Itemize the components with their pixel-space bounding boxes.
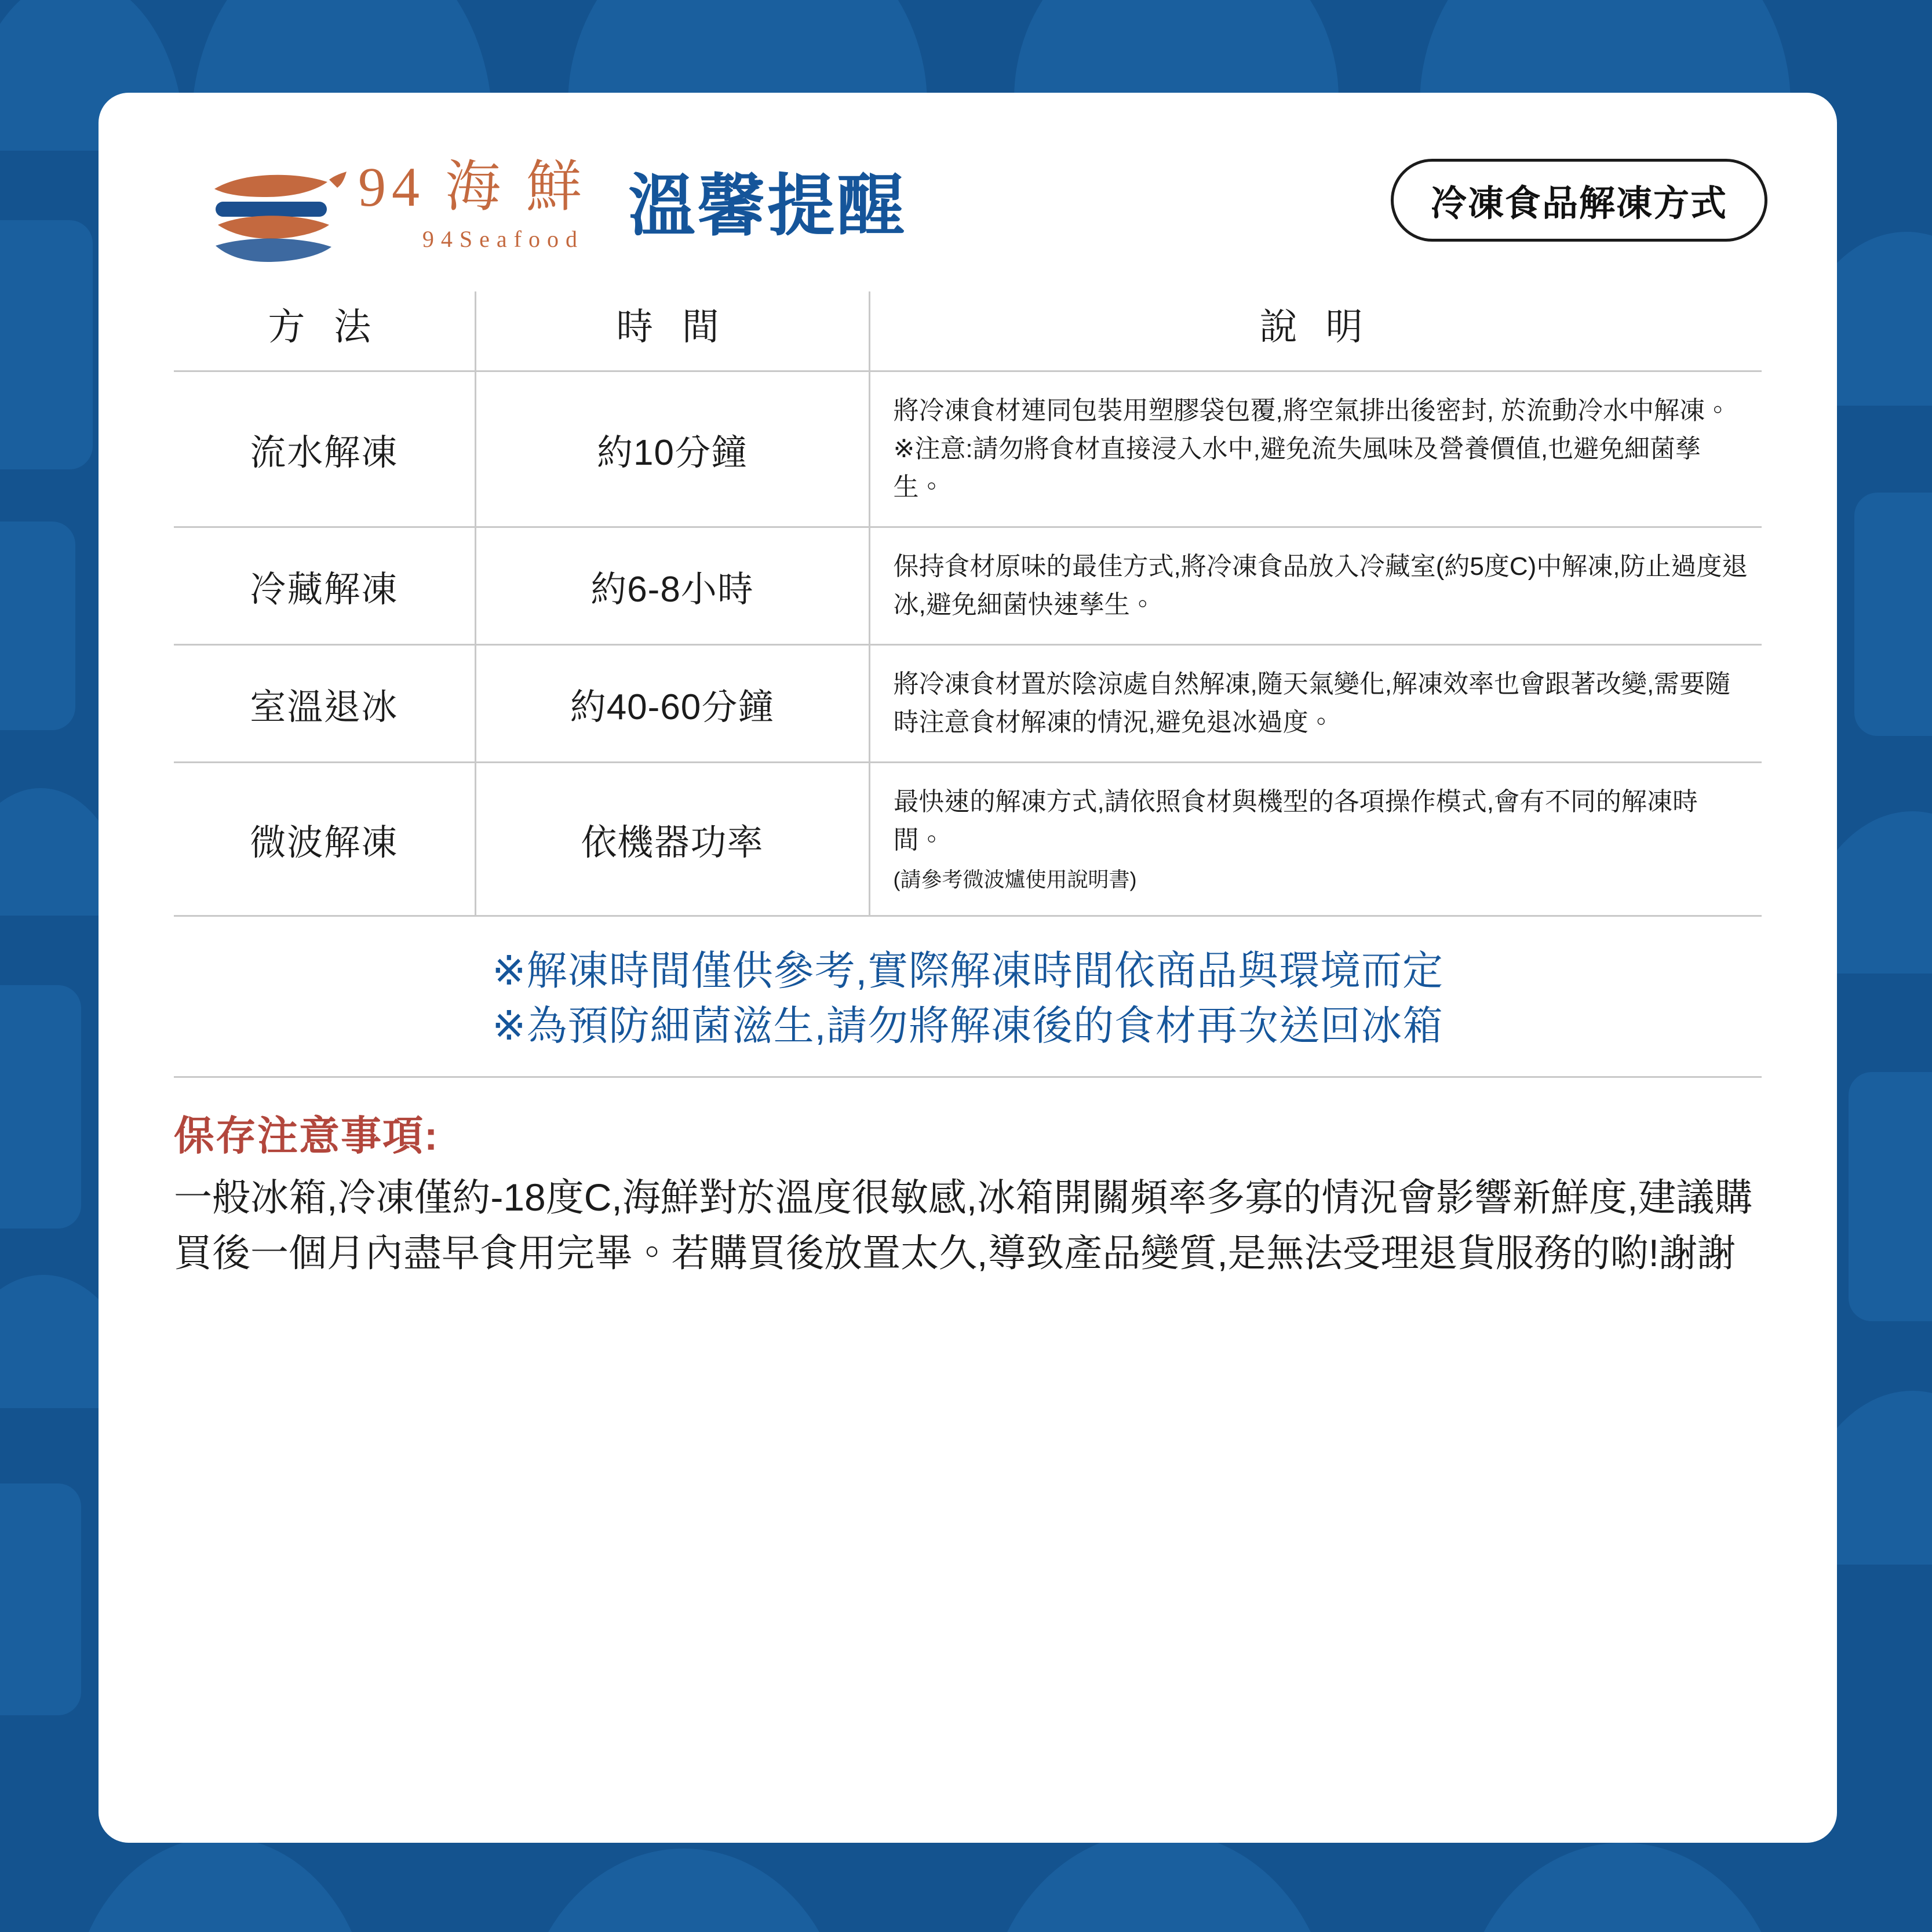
cell-time: 約6-8小時 [475,527,869,645]
cell-description [869,527,1762,645]
thaw-methods-table [174,291,1762,917]
brand-name-en: 94Seafood [422,226,584,252]
cell-method: 微波解凍 [174,763,475,916]
card-header [145,127,1791,274]
cell-method: 流水解凍 [174,371,475,527]
table-row [174,763,1762,916]
description-text: 將冷凍食材置於陰涼處自然解凍,隨天氣變化,解凍效率也會跟著改變,需要隨時注意食材解凍的情況,避免退冰過度。 [893,670,1731,737]
storage-section [174,1103,1762,1281]
cell-description [869,645,1762,763]
status-badge: 冷凍食品解凍方式 [1391,159,1767,242]
general-notes [174,943,1762,1078]
table-row [174,371,1762,527]
description-text: 保持食材原味的最佳方式,將冷凍食品放入冷藏室(約5度C)中解凍,防止過度退冰,避免細菌快速孳生。 [893,552,1748,619]
cell-method: 室溫退冰 [174,645,475,763]
cell-description [869,371,1762,527]
column-header-method: 方 法 [174,291,475,371]
table-row [174,645,1762,763]
brand-name-cn: 94 海 鮮 [358,156,588,218]
description-text: 最快速的解凍方式,請依照食材與機型的各項操作模式,會有不同的解凍時間。 [893,788,1698,854]
cell-description [869,763,1762,916]
page-title: 溫馨提醒 [628,168,906,243]
column-header-time: 時 間 [475,291,869,371]
table-header-row [174,291,1762,371]
cell-time: 約10分鐘 [475,371,869,527]
table-row [174,527,1762,645]
note-line: ※解凍時間僅供參考,實際解凍時間依商品與環境而定 [491,948,1444,993]
fish-logo-icon [203,144,348,268]
cell-time: 依機器功率 [475,763,869,916]
column-header-description: 說 明 [869,291,1762,371]
brand-logo [203,144,588,268]
cell-time: 約40-60分鐘 [475,645,869,763]
description-note: (請參考微波爐使用說明書) [893,867,1137,891]
info-card [99,93,1837,1843]
storage-heading: 保存注意事項: [174,1113,439,1158]
cell-method: 冷藏解凍 [174,527,475,645]
note-line: ※為預防細菌滋生,請勿將解凍後的食材再次送回冰箱 [491,1003,1444,1048]
storage-body: 一般冰箱,冷凍僅約-18度C,海鮮對於溫度很敏感,冰箱開關頻率多寡的情況會影響新鮮度,建議購買後一個月內盡早食用完畢。若購買後放置太久,導致產品變質,是無法受理退貨服務的喲!謝謝 [174,1176,1753,1274]
description-text: 將冷凍食材連同包裝用塑膠袋包覆,將空氣排出後密封, 於流動冷水中解凍。 ※注意:請勿將食材直接浸入水中,避免流失風味及營養價值,也避免細菌孳生。 [893,396,1731,501]
